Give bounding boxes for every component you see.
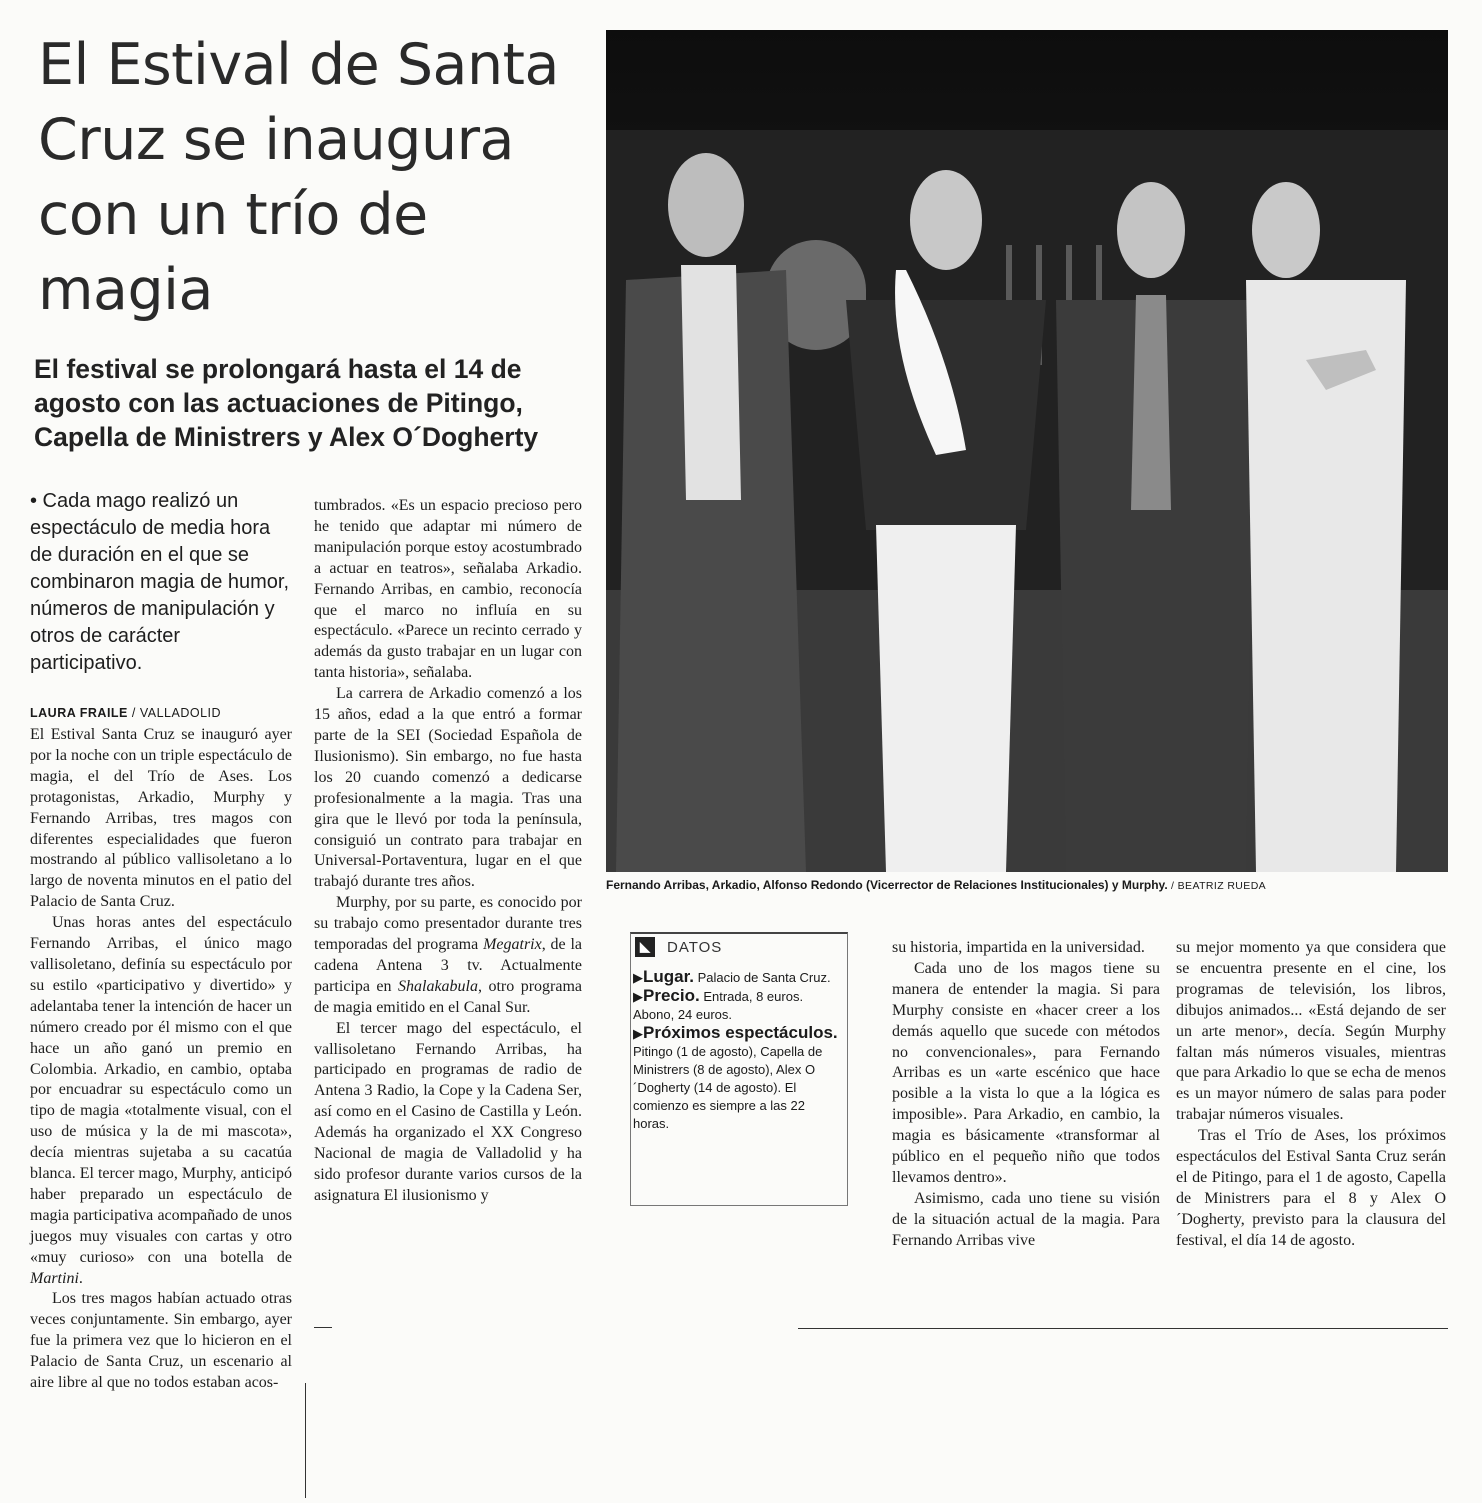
info-icon: ◣ (635, 937, 655, 957)
body-paragraph (314, 893, 582, 1018)
byline-location: VALLADOLID (139, 706, 222, 720)
body-paragraph: tumbrados. «Es un espacio precioso pero he tenido que adaptar mi número de manipulación porque estoy acostumbrado a actuar en teatros», señalaba Arkadio. Fernando Arribas, en cambio, reconocía que el marco no influía en su espectáculo. «Parece un recinto cerrado y además da gusto trabajar en un lugar con tanta historia», señalaba. (314, 497, 582, 682)
summary: • Cada mago realizó un espectáculo de media hora de duración en el que se combinaron magia de humor, números de manipulación y otros de carácter participativo. (30, 490, 290, 674)
headline: El Estival de Santa Cruz se inaugura con un trío de magia (38, 32, 559, 323)
byline-separator: / (131, 706, 136, 720)
datos-label: Próximos espectáculos. (643, 1023, 838, 1042)
body-column-4 (1176, 938, 1446, 1252)
arrow-icon: ▶ (633, 1026, 643, 1041)
body-column-1 (30, 725, 292, 1394)
italic-term: Shalakabula (398, 977, 478, 995)
body-paragraph: Unas horas antes del espectáculo Fernando Arribas, el único mago vallisoletano, definía su espectáculo por su estilo «participativo y divertido» y adelantaba tener la intención de hacer un número creado por él mismo con el que hace un año ganó un premio en Colombia. Arkadio, en cambio, optaba por encuadrar su espectáculo como un tipo de magia «totalmente visual, con el uso de música y la de mi mascota», decía mientras sujetaba a su cacatúa blanca. El tercer mago, Murphy, anticipó haber preparado un espectáculo de magia participativa acompañado de unos juegos muy visuales con cartas y otro «muy curioso» con una botella de Martini. (30, 914, 292, 1287)
body-text: Murphy, por su parte, es conocido por su trabajo como presentador durante tres temporadas del programa (314, 894, 582, 954)
datos-item (633, 968, 839, 987)
end-rule (314, 1327, 332, 1328)
photo-credit: / BEATRIZ RUEDA (1171, 880, 1267, 892)
body-paragraph: Los tres magos habían actuado otras veces conjuntamente. Sin embargo, ayer fue la primera vez que lo hicieron en el Palacio de Santa Cruz, un escenario al aire libre al que no todos estaban acos- (30, 1290, 292, 1392)
datos-text: Pitingo (1 de agosto), Capella de Ministrers (8 de agosto), Alex O´Dogherty (14 de agosto). El comienzo es siempre a las 22 horas. (633, 1044, 823, 1131)
datos-text: Entrada, 8 euros. Abono, 24 euros. (633, 989, 804, 1022)
italic-term: Martini (30, 1269, 79, 1287)
photo (606, 30, 1448, 872)
body-text: , otro programa de magia emitido en el Canal Sur. (314, 977, 582, 1016)
body-text: , de la cadena Antena 3 tv. Actualmente participa en (314, 936, 582, 995)
body-paragraph: La carrera de Arkadio comenzó a los 15 años, edad a la que entró a formar parte de la SEI (Sociedad Española de Ilusionismo). Sin embargo, no fue hasta los 20 cuando comenzó a dedicarse profesionalmente a la magia. Tras una gira que le llevó por toda la península, consiguió un contrato para trabajar en Universal-Portaventura, lugar en el que trabajó durante tres años. (314, 685, 582, 891)
datos-title: DATOS (667, 938, 723, 956)
datos-header (631, 934, 847, 960)
datos-label: Lugar. (643, 967, 695, 986)
datos-box (630, 932, 848, 1206)
body-paragraph: Asimismo, cada uno tiene su visión de la situación actual de la magia. Para Fernando Arribas vive (892, 1189, 1160, 1249)
person-4 (1246, 182, 1406, 872)
byline-author: LAURA FRAILE (30, 706, 128, 720)
body-paragraph: Tras el Trío de Ases, los próximos espectáculos del Estival Santa Cruz serán el de Pitingo, para el 1 de agosto, Capella de Ministrers para el 8 y Alex O´Dogherty, previsto para la clausura del festival, el día 14 de agosto. (1176, 1127, 1446, 1249)
body-text: Unas horas antes del espectáculo Fernando Arribas, el único mago vallisoletano, definía su espectáculo por su estilo «participativo y divertido» y adelantaba tener la intención de hacer un número creado por él mismo con el que hace un año ganó un premio en Colombia. Arkadio, en cambio, optaba por encuadrar su espectáculo como un tipo de magia «totalmente visual, con el uso de música y la de mi mascota», decía mientras sujetaba a su cacatúa blanca. El tercer mago, Murphy, anticipó haber preparado un espectáculo de magia participativa acompañado de unos juegos muy visuales con cartas y otro «muy curioso» con una botella de (30, 914, 292, 1266)
arrow-icon: ▶ (633, 989, 643, 1004)
italic-term: Megatrix (483, 936, 542, 954)
datos-item (633, 987, 839, 1024)
arrow-icon: ▶ (633, 970, 643, 985)
body-paragraph: Cada uno de los magos tiene su manera de entender la magia. Si para Murphy consiste en «hacer creer a los demás aquello que sucede con métodos no convencionales», para Fernando Arribas es un «arte escénico que hace posible a la vista lo que a la lógica es imposible». Para Arkadio, en cambio, la magia es básicamente «transformar al público en el pequeño niño que todos llevamos dentro». (892, 959, 1160, 1186)
body-column-2 (314, 496, 582, 1207)
datos-label: Precio. (643, 986, 700, 1005)
body-paragraph: su mejor momento ya que considera que se encuentra presente en el cine, los programas de televisión, los libros, dibujos animados... «Está dejando de ser un arte menor», decía. Según Murphy faltan más números visuales, mientras que para Arkadio lo que se echa de menos es un mayor número de salas para poder trabajar números visuales. (1176, 939, 1446, 1124)
photo-caption (606, 878, 1448, 892)
caption-text: Fernando Arribas, Arkadio, Alfonso Redondo (Vicerrector de Relaciones Institucionales) y Murphy. (606, 878, 1168, 892)
body-paragraph: su historia, impartida en la universidad. (892, 939, 1145, 956)
bottom-rule (798, 1328, 1448, 1329)
column-rule (305, 1383, 306, 1498)
subheadline: El festival se prolongará hasta el 14 de agosto con las actuaciones de Pitingo, Capella de Ministrers y Alex O´Dogherty (34, 354, 539, 452)
byline (30, 706, 300, 720)
datos-text: Palacio de Santa Cruz. (697, 970, 831, 985)
photo-illustration (606, 30, 1448, 872)
datos-list (631, 968, 847, 1133)
datos-item (633, 1024, 839, 1133)
body-paragraph: El Estival Santa Cruz se inauguró ayer por la noche con un triple espectáculo de magia, el del Trío de Ases. Los protagonistas, Arkadio, Murphy y Fernando Arribas, tres magos con diferentes especialidades que fueron mostrando al público vallisoletano a lo largo de noventa minutos en el patio del Palacio de Santa Cruz. (30, 726, 292, 911)
body-paragraph: El tercer mago del espectáculo, el vallisoletano Fernando Arribas, ha participado en programas de radio de Antena 3 Radio, la Cope y la Cadena Ser, así como en el Casino de Castilla y León. Además ha organizado el XX Congreso Nacional de magia de Valladolid y ha sido profesor durante varios cursos de la asignatura El ilusionismo y (314, 1019, 582, 1204)
body-column-3 (892, 938, 1160, 1252)
